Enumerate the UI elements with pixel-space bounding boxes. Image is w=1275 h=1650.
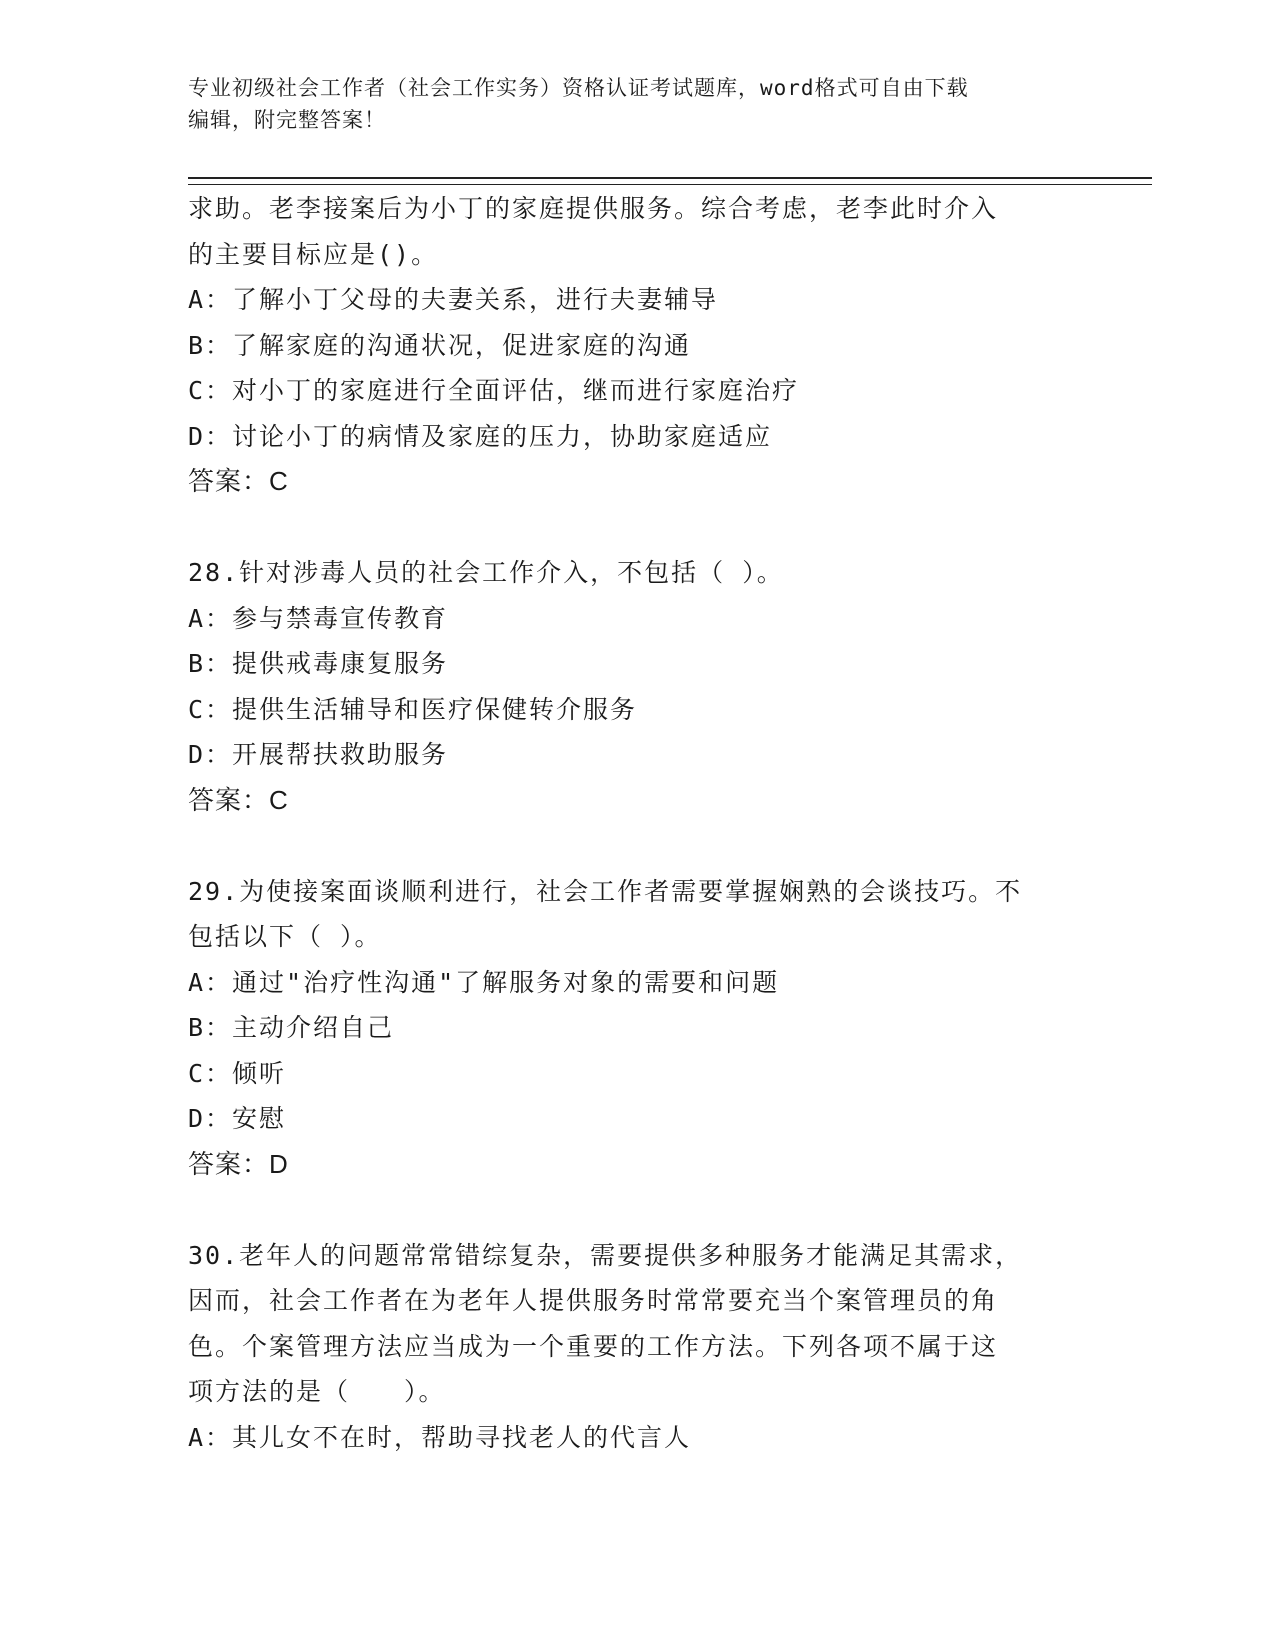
question-stem-line: 色。个案管理方法应当成为一个重要的工作方法。下列各项不属于这 (188, 1331, 999, 1361)
option-b: B：提供戒毒康复服务 (188, 649, 449, 678)
option-a: A：其儿女不在时，帮助寻找老人的代言人 (188, 1422, 692, 1452)
option-c: C：倾听 (188, 1058, 287, 1088)
question-stem-line: 的主要目标应是()。 (188, 239, 439, 269)
question-stem-line: 包括以下（ ）。 (188, 922, 382, 951)
question-stem-line: 求助。老李接案后为小丁的家庭提供服务。综合考虑，老李此时介入 (188, 194, 999, 223)
answer-label: 答案：D (188, 1148, 289, 1179)
question-stem-line: 因而，社会工作者在为老年人提供服务时常常要充当个案管理员的角 (188, 1286, 999, 1315)
page-header (188, 72, 1088, 136)
question-27 (188, 186, 1088, 505)
option-a: A：通过"治疗性沟通"了解服务对象的需要和问题 (188, 967, 780, 997)
option-d: D：安慰 (188, 1104, 287, 1133)
question-body (188, 186, 1088, 1460)
spacer (188, 823, 1088, 869)
question-29 (188, 869, 1088, 1188)
question-stem-line: 28.针对涉毒人员的社会工作介入，不包括（ ）。 (188, 558, 784, 587)
option-d: D：讨论小丁的病情及家庭的压力，协助家庭适应 (188, 421, 773, 451)
question-30 (188, 1233, 1088, 1461)
answer-label: 答案：C (188, 784, 289, 815)
question-28 (188, 550, 1088, 823)
option-a: A：参与禁毒宣传教育 (188, 603, 449, 633)
option-a: A：了解小丁父母的夫妻关系，进行夫妻辅导 (188, 285, 719, 314)
question-stem-line: 30.老年人的问题常常错综复杂，需要提供多种服务才能满足其需求， (188, 1240, 1023, 1270)
answer-label: 答案：C (188, 466, 289, 496)
header-line-2: 编辑，附完整答案！ (188, 108, 386, 132)
spacer (188, 505, 1088, 551)
option-c: C：对小丁的家庭进行全面评估，继而进行家庭治疗 (188, 376, 800, 405)
question-stem-line: 29.为使接案面谈顺利进行，社会工作者需要掌握娴熟的会谈技巧。不 (188, 876, 1023, 906)
question-stem-line: 项方法的是（ ）。 (188, 1377, 446, 1406)
option-d: D：开展帮扶救助服务 (188, 740, 449, 769)
header-divider (188, 177, 1152, 185)
spacer (188, 1187, 1088, 1233)
header-line-1: 专业初级社会工作者（社会工作实务）资格认证考试题库，word格式可自由下载 (188, 76, 969, 100)
option-b: B：了解家庭的沟通状况，促进家庭的沟通 (188, 330, 692, 360)
option-b: B：主动介绍自己 (188, 1013, 395, 1042)
option-c: C：提供生活辅导和医疗保健转介服务 (188, 694, 638, 724)
